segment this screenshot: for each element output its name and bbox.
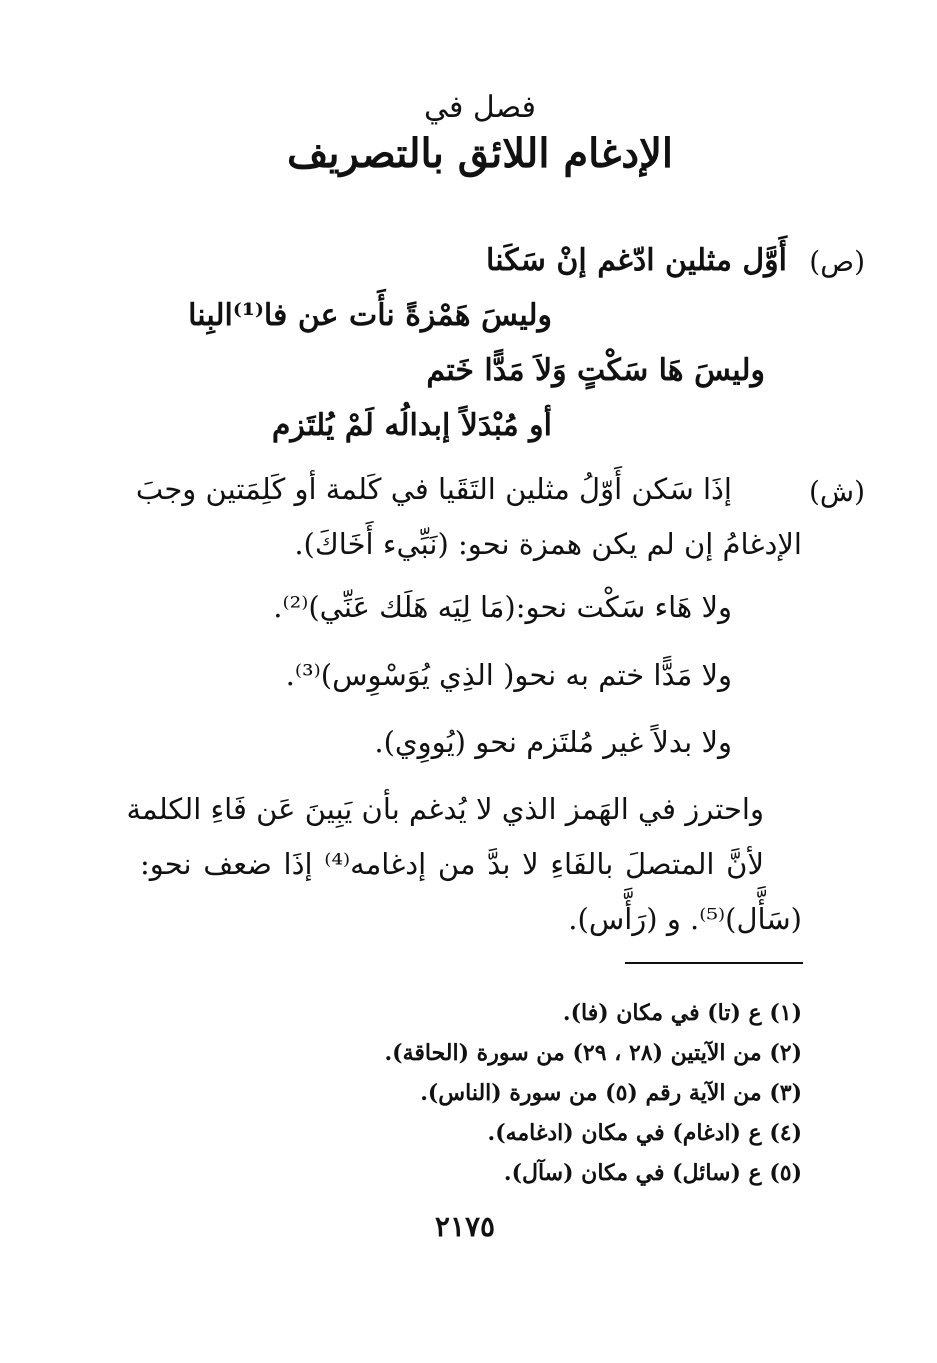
footnote-3: (٣) من الآية رقم (٥) من سورة (الناس). [420,1080,802,1106]
paragraph-2-line-3: (سَأَّل)⁽⁵⁾. و (رَأَّس). [568,902,802,936]
paragraph-2-line-2: لأنَّ المتصلَ بالفَاءِ لا بدَّ من إدغامه⁽⁴⁾ إذَا ضعف نحو: [140,847,765,881]
section-label: فصل في [424,90,536,125]
page-number: ٢١٧٥ [434,1210,496,1243]
verse-marker: (ص) [809,245,865,278]
commentary-line-5: ولا بدلاً غير مُلتَزم نحو (يُووِي). [374,725,732,759]
commentary-marker: (ش) [808,475,865,508]
paragraph-2-line-1: واحترز في الهَمز الذي لا يُدغم بأن يَبِينَ عَن فَاءِ الكلمة [126,792,764,826]
footnote-separator [625,962,803,964]
verse-line-4: أو مُبْدَلاً إبدالُه لَمْ يُلتَزم [271,408,552,443]
footnote-5: (٥) ع (سائل) في مكان (سآل). [503,1160,802,1186]
verse-line-3: وليسَ هَا سَكْتٍ وَلاَ مَدًّا خَتم [426,353,765,388]
footnote-1: (١) ع (تا) في مكان (فا). [562,1000,802,1026]
footnote-4: (٤) ع (ادغام) في مكان (ادغامه). [487,1120,802,1146]
commentary-line-3: ولا هَاء سَكْت نحو:(مَا لِيَه هَلَك عَنِّي)⁽²⁾. [273,590,732,624]
commentary-line-2: الإدغامُ إن لم يكن همزة نحو: (نَبِّيء أَخَاكَ). [294,527,802,561]
verse-line-2: وليسَ هَمْزةً نأَت عن فا⁽¹⁾البِنا [188,298,552,333]
footnote-2: (٢) من الآيتين (٢٨ ، ٢٩) من سورة (الحاقة). [384,1040,802,1066]
verse-line-1: أَوَّل مثلين ادّغم إنْ سَكَنا [486,243,787,278]
commentary-line-4: ولا مَدًّا ختم به نحو( الذِي يُوَسْوِس)⁽³⁾. [285,658,732,692]
section-title: الإدغام اللائق بالتصريف [287,130,673,177]
commentary-line-1: إذَا سَكن أَوّلُ مثلين التَقَيا في كَلمة أو كَلِمَتين وجبَ [135,472,732,506]
